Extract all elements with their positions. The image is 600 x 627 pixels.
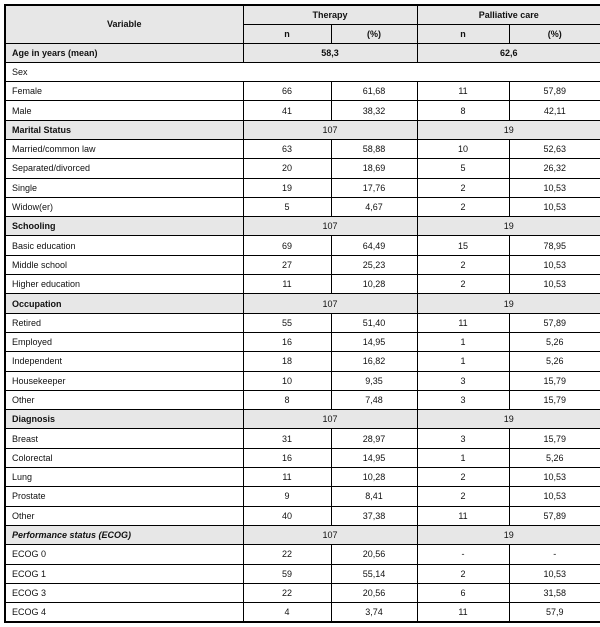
palliative-total--v2: 19 <box>417 294 600 313</box>
therapy-n--n1: 55 <box>243 313 331 332</box>
demographics-table <box>4 4 600 623</box>
table-row <box>5 429 600 448</box>
table-row <box>5 101 600 120</box>
table-header <box>5 5 600 43</box>
therapy-pct--p1: 14,95 <box>331 332 417 351</box>
therapy-total--v1: 58,3 <box>243 43 417 62</box>
therapy-n--n1: 63 <box>243 139 331 158</box>
table-row <box>5 371 600 390</box>
table-row <box>5 487 600 506</box>
therapy-n--n1: 11 <box>243 275 331 294</box>
row-label--label: Prostate <box>5 487 243 506</box>
table-row <box>5 178 600 197</box>
palliative-n--n2: 2 <box>417 564 509 583</box>
header-palliative-pct: (%) <box>509 24 600 43</box>
table-row <box>5 62 600 81</box>
therapy-pct--p1: 37,38 <box>331 506 417 525</box>
palliative-n--n2: 1 <box>417 352 509 371</box>
row-label--label: Higher education <box>5 275 243 294</box>
palliative-n--n2: 6 <box>417 583 509 602</box>
palliative-pct--p2: 57,89 <box>509 313 600 332</box>
table-row <box>5 352 600 371</box>
palliative-n--n2: - <box>417 545 509 564</box>
row-label--label: Occupation <box>5 294 243 313</box>
row-label--label: ECOG 3 <box>5 583 243 602</box>
table-row <box>5 448 600 467</box>
palliative-pct--p2: 5,26 <box>509 352 600 371</box>
header-therapy-group: Therapy <box>243 5 417 24</box>
palliative-pct--p2: 78,95 <box>509 236 600 255</box>
table-row <box>5 82 600 101</box>
therapy-n--n1: 59 <box>243 564 331 583</box>
therapy-n--n1: 66 <box>243 82 331 101</box>
therapy-pct--p1: 61,68 <box>331 82 417 101</box>
row-label--label: Independent <box>5 352 243 371</box>
therapy-total--v1: 107 <box>243 120 417 139</box>
row-label--label: Colorectal <box>5 448 243 467</box>
therapy-pct--p1: 10,28 <box>331 275 417 294</box>
header-therapy-n: n <box>243 24 331 43</box>
therapy-pct--p1: 14,95 <box>331 448 417 467</box>
section-row <box>5 217 600 236</box>
therapy-pct--p1: 20,56 <box>331 545 417 564</box>
palliative-pct--p2: 57,89 <box>509 82 600 101</box>
palliative-pct--p2: 10,53 <box>509 468 600 487</box>
palliative-n--n2: 8 <box>417 101 509 120</box>
row-label--label: Single <box>5 178 243 197</box>
row-label--label: Female <box>5 82 243 101</box>
therapy-pct--p1: 64,49 <box>331 236 417 255</box>
therapy-n--n1: 5 <box>243 197 331 216</box>
therapy-n--n1: 40 <box>243 506 331 525</box>
therapy-n--n1: 8 <box>243 390 331 409</box>
palliative-pct--p2: 10,53 <box>509 275 600 294</box>
table-row <box>5 506 600 525</box>
therapy-pct--p1: 28,97 <box>331 429 417 448</box>
palliative-n--n2: 11 <box>417 313 509 332</box>
palliative-total--v2: 62,6 <box>417 43 600 62</box>
row-label--label: Marital Status <box>5 120 243 139</box>
palliative-n--n2: 3 <box>417 390 509 409</box>
row-label--label: Married/common law <box>5 139 243 158</box>
row-label--label: Male <box>5 101 243 120</box>
row-label--label: Breast <box>5 429 243 448</box>
table-row <box>5 545 600 564</box>
therapy-n--n1: 10 <box>243 371 331 390</box>
palliative-total--v2: 19 <box>417 410 600 429</box>
palliative-pct--p2: 57,89 <box>509 506 600 525</box>
table-row <box>5 275 600 294</box>
table-row <box>5 139 600 158</box>
therapy-n--n1: 20 <box>243 159 331 178</box>
section-row <box>5 43 600 62</box>
therapy-pct--p1: 51,40 <box>331 313 417 332</box>
therapy-n--n1: 16 <box>243 332 331 351</box>
palliative-n--n2: 5 <box>417 159 509 178</box>
row-label--label: Retired <box>5 313 243 332</box>
palliative-n--n2: 3 <box>417 429 509 448</box>
palliative-pct--p2: 10,53 <box>509 178 600 197</box>
table-row <box>5 255 600 274</box>
header-palliative-group: Palliative care <box>417 5 600 24</box>
row-label--label: Diagnosis <box>5 410 243 429</box>
therapy-pct--p1: 18,69 <box>331 159 417 178</box>
row-label--label: Age in years (mean) <box>5 43 243 62</box>
therapy-n--n1: 31 <box>243 429 331 448</box>
row-label--label: Performance status (ECOG) <box>5 525 243 544</box>
therapy-pct--p1: 20,56 <box>331 583 417 602</box>
header-variable: Variable <box>5 5 243 43</box>
therapy-n--n1: 4 <box>243 603 331 622</box>
row-label--label: Middle school <box>5 255 243 274</box>
row-label--label: Separated/divorced <box>5 159 243 178</box>
therapy-total--v1: 107 <box>243 410 417 429</box>
header-palliative-n: n <box>417 24 509 43</box>
palliative-pct--p2: 15,79 <box>509 390 600 409</box>
therapy-n--n1: 27 <box>243 255 331 274</box>
palliative-pct--p2: 10,53 <box>509 255 600 274</box>
table-row <box>5 159 600 178</box>
table-row <box>5 332 600 351</box>
palliative-pct--p2: 15,79 <box>509 371 600 390</box>
row-label--label: Basic education <box>5 236 243 255</box>
palliative-n--n2: 1 <box>417 332 509 351</box>
row-label--label: Lung <box>5 468 243 487</box>
row-label--label: Housekeeper <box>5 371 243 390</box>
section-row <box>5 410 600 429</box>
therapy-n--n1: 9 <box>243 487 331 506</box>
palliative-pct--p2: 10,53 <box>509 564 600 583</box>
therapy-pct--p1: 10,28 <box>331 468 417 487</box>
palliative-n--n2: 2 <box>417 468 509 487</box>
therapy-n--n1: 22 <box>243 545 331 564</box>
therapy-n--n1: 22 <box>243 583 331 602</box>
section-row <box>5 525 600 544</box>
table-row <box>5 564 600 583</box>
therapy-total--v1: 107 <box>243 294 417 313</box>
palliative-total--v2: 19 <box>417 217 600 236</box>
therapy-n--n1: 18 <box>243 352 331 371</box>
palliative-pct--p2: 57,9 <box>509 603 600 622</box>
palliative-pct--p2: 52,63 <box>509 139 600 158</box>
section-row <box>5 120 600 139</box>
section-row <box>5 294 600 313</box>
table-row <box>5 197 600 216</box>
therapy-pct--p1: 38,32 <box>331 101 417 120</box>
palliative-n--n2: 2 <box>417 255 509 274</box>
table-body <box>5 43 600 622</box>
therapy-n--n1: 16 <box>243 448 331 467</box>
palliative-n--n2: 11 <box>417 82 509 101</box>
palliative-pct--p2: 5,26 <box>509 448 600 467</box>
palliative-pct--p2: - <box>509 545 600 564</box>
therapy-n--n1: 11 <box>243 468 331 487</box>
palliative-pct--p2: 5,26 <box>509 332 600 351</box>
palliative-pct--p2: 42,11 <box>509 101 600 120</box>
header-therapy-pct: (%) <box>331 24 417 43</box>
palliative-total--v2: 19 <box>417 525 600 544</box>
therapy-total--v1: 107 <box>243 217 417 236</box>
therapy-pct--p1: 7,48 <box>331 390 417 409</box>
palliative-n--n2: 2 <box>417 487 509 506</box>
table-row <box>5 390 600 409</box>
row-label--label: Other <box>5 390 243 409</box>
therapy-total--v1: 107 <box>243 525 417 544</box>
table-row <box>5 583 600 602</box>
therapy-pct--p1: 17,76 <box>331 178 417 197</box>
row-label--label: Schooling <box>5 217 243 236</box>
therapy-pct--p1: 58,88 <box>331 139 417 158</box>
palliative-pct--p2: 10,53 <box>509 197 600 216</box>
row-label--label: Employed <box>5 332 243 351</box>
palliative-n--n2: 15 <box>417 236 509 255</box>
row-label--label: ECOG 4 <box>5 603 243 622</box>
row-label--label: ECOG 0 <box>5 545 243 564</box>
therapy-n--n1: 19 <box>243 178 331 197</box>
table-row <box>5 236 600 255</box>
table-row <box>5 468 600 487</box>
therapy-pct--p1: 9,35 <box>331 371 417 390</box>
therapy-n--n1: 69 <box>243 236 331 255</box>
therapy-n--n1: 41 <box>243 101 331 120</box>
row-label--label: Other <box>5 506 243 525</box>
table-row <box>5 603 600 622</box>
palliative-pct--p2: 26,32 <box>509 159 600 178</box>
row-label--label: ECOG 1 <box>5 564 243 583</box>
palliative-pct--p2: 31,58 <box>509 583 600 602</box>
therapy-pct--p1: 4,67 <box>331 197 417 216</box>
row-label--label: Sex <box>5 62 600 81</box>
therapy-pct--p1: 55,14 <box>331 564 417 583</box>
therapy-pct--p1: 8,41 <box>331 487 417 506</box>
palliative-pct--p2: 10,53 <box>509 487 600 506</box>
therapy-pct--p1: 25,23 <box>331 255 417 274</box>
palliative-pct--p2: 15,79 <box>509 429 600 448</box>
palliative-n--n2: 11 <box>417 603 509 622</box>
header-row-groups <box>5 5 600 24</box>
palliative-total--v2: 19 <box>417 120 600 139</box>
palliative-n--n2: 10 <box>417 139 509 158</box>
palliative-n--n2: 3 <box>417 371 509 390</box>
palliative-n--n2: 1 <box>417 448 509 467</box>
therapy-pct--p1: 16,82 <box>331 352 417 371</box>
row-label--label: Widow(er) <box>5 197 243 216</box>
therapy-pct--p1: 3,74 <box>331 603 417 622</box>
palliative-n--n2: 2 <box>417 178 509 197</box>
palliative-n--n2: 11 <box>417 506 509 525</box>
palliative-n--n2: 2 <box>417 197 509 216</box>
table-row <box>5 313 600 332</box>
palliative-n--n2: 2 <box>417 275 509 294</box>
